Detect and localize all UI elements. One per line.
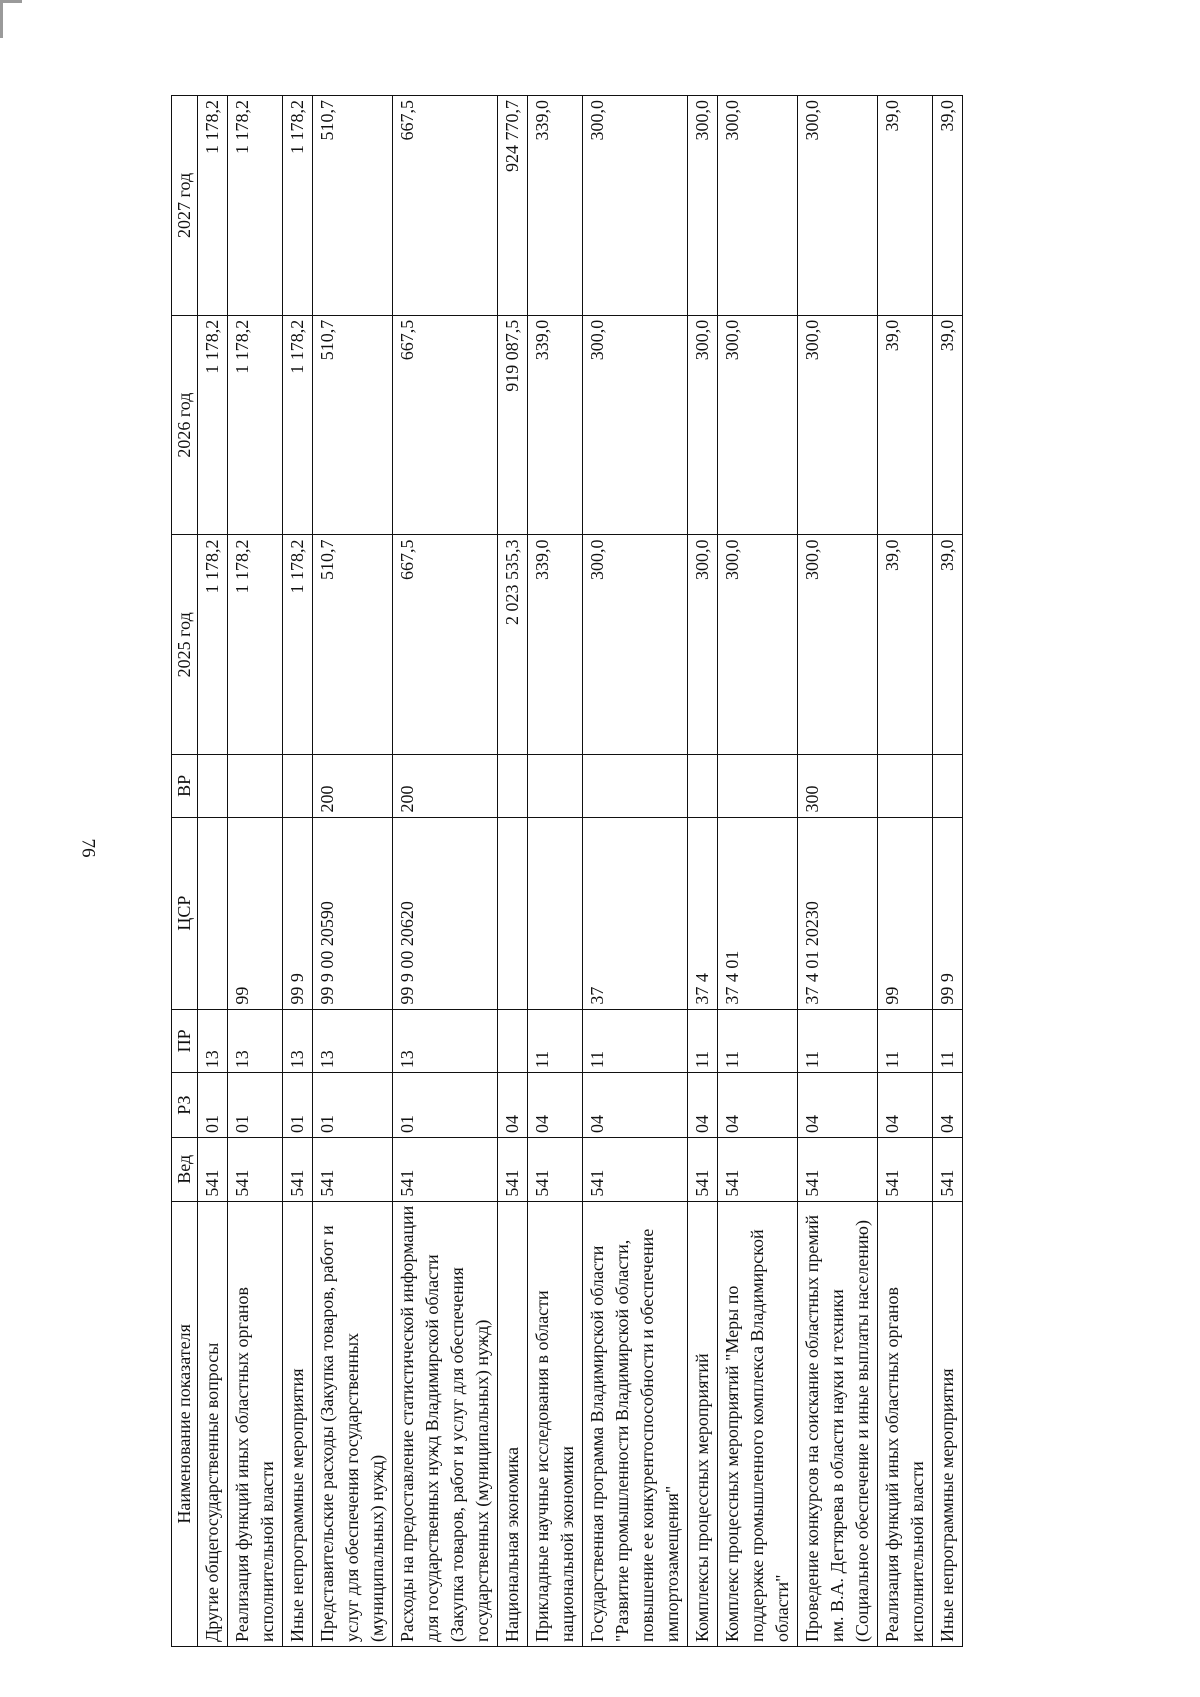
- cell-vr: [933, 755, 963, 817]
- header-vr: ВР: [172, 755, 198, 817]
- table-row: [933, 96, 963, 1647]
- cell-ved: 541: [283, 1138, 313, 1202]
- cell-2025: 2 023 535,3: [498, 535, 528, 755]
- cell-rz: 04: [878, 1073, 933, 1138]
- cell-pr: 13: [313, 1009, 393, 1073]
- cell-2027: 510,7: [313, 96, 393, 316]
- scan-corner-mark: [0, 0, 22, 3]
- cell-2026: 667,5: [393, 315, 498, 535]
- cell-rz: 01: [228, 1073, 283, 1138]
- cell-2026: 510,7: [313, 315, 393, 535]
- cell-2026: 1 178,2: [228, 315, 283, 535]
- cell-ved: 541: [313, 1138, 393, 1202]
- cell-ved: 541: [583, 1138, 688, 1202]
- cell-2026: 39,0: [878, 315, 933, 535]
- cell-pr: 11: [718, 1009, 798, 1073]
- table-row: [878, 96, 933, 1647]
- budget-table: [171, 95, 963, 1647]
- cell-csr: 99 9: [283, 817, 313, 1009]
- table-row: [283, 96, 313, 1647]
- table-row: [393, 96, 498, 1647]
- cell-csr: 37 4: [688, 817, 718, 1009]
- cell-pr: 13: [283, 1009, 313, 1073]
- cell-ved: 541: [498, 1138, 528, 1202]
- cell-rz: 04: [798, 1073, 878, 1138]
- cell-name: Другие общегосударственные вопросы: [198, 1201, 228, 1646]
- header-pr: ПР: [172, 1009, 198, 1073]
- cell-pr: 11: [528, 1009, 583, 1073]
- cell-ved: 541: [933, 1138, 963, 1202]
- cell-vr: 200: [313, 755, 393, 817]
- cell-pr: 13: [393, 1009, 498, 1073]
- cell-pr: 11: [878, 1009, 933, 1073]
- cell-2027: 1 178,2: [283, 96, 313, 316]
- table-row: [583, 96, 688, 1647]
- table-row: [198, 96, 228, 1647]
- cell-2026: 300,0: [688, 315, 718, 535]
- cell-vr: [878, 755, 933, 817]
- cell-ved: 541: [688, 1138, 718, 1202]
- cell-rz: 01: [283, 1073, 313, 1138]
- cell-2026: 39,0: [933, 315, 963, 535]
- cell-2026: 1 178,2: [283, 315, 313, 535]
- cell-2025: 510,7: [313, 535, 393, 755]
- cell-2025: 1 178,2: [198, 535, 228, 755]
- header-2027: 2027 год: [172, 96, 198, 316]
- cell-csr: [528, 817, 583, 1009]
- cell-2027: 1 178,2: [198, 96, 228, 316]
- cell-2025: 300,0: [798, 535, 878, 755]
- cell-2025: 300,0: [688, 535, 718, 755]
- cell-name: Прикладные научные исследования в области национальной экономики: [528, 1201, 583, 1646]
- cell-2025: 339,0: [528, 535, 583, 755]
- cell-2027: 924 770,7: [498, 96, 528, 316]
- table-header-row: [172, 96, 198, 1647]
- cell-2026: 339,0: [528, 315, 583, 535]
- cell-2025: 1 178,2: [228, 535, 283, 755]
- table-row: [228, 96, 283, 1647]
- header-ved: Вед: [172, 1138, 198, 1202]
- cell-ved: 541: [718, 1138, 798, 1202]
- cell-name: Реализация функций иных областных органов исполнительной власти: [228, 1201, 283, 1646]
- cell-ved: 541: [798, 1138, 878, 1202]
- cell-csr: 99: [228, 817, 283, 1009]
- cell-name: Проведение конкурсов на соискание областных премий им. В.А. Дегтярева в области науки и техники (Социальное обеспечение и иные выплаты населению): [798, 1201, 878, 1646]
- cell-2026: 300,0: [583, 315, 688, 535]
- cell-pr: 11: [583, 1009, 688, 1073]
- cell-2025: 667,5: [393, 535, 498, 755]
- cell-csr: 99 9 00 20590: [313, 817, 393, 1009]
- table-row: [313, 96, 393, 1647]
- cell-vr: 300: [798, 755, 878, 817]
- cell-name: Комплекс процессных мероприятий "Меры по поддержке промышленного комплекса Владимирской области": [718, 1201, 798, 1646]
- cell-vr: [688, 755, 718, 817]
- cell-2027: 39,0: [878, 96, 933, 316]
- cell-2025: 300,0: [718, 535, 798, 755]
- cell-2027: 300,0: [583, 96, 688, 316]
- cell-2026: 300,0: [798, 315, 878, 535]
- cell-2027: 667,5: [393, 96, 498, 316]
- cell-csr: 99 9 00 20620: [393, 817, 498, 1009]
- cell-2025: 1 178,2: [283, 535, 313, 755]
- header-rz: РЗ: [172, 1073, 198, 1138]
- header-2026: 2026 год: [172, 315, 198, 535]
- cell-pr: 13: [198, 1009, 228, 1073]
- cell-2027: 1 178,2: [228, 96, 283, 316]
- cell-rz: 01: [313, 1073, 393, 1138]
- cell-pr: [498, 1009, 528, 1073]
- cell-ved: 541: [228, 1138, 283, 1202]
- cell-name: Представительские расходы (Закупка товаров, работ и услуг для обеспечения государственных (муниципальных) нужд): [313, 1201, 393, 1646]
- header-2025: 2025 год: [172, 535, 198, 755]
- cell-ved: 541: [878, 1138, 933, 1202]
- cell-vr: [583, 755, 688, 817]
- table-row: [528, 96, 583, 1647]
- cell-vr: 200: [393, 755, 498, 817]
- cell-rz: 04: [933, 1073, 963, 1138]
- cell-vr: [498, 755, 528, 817]
- cell-name: Комплексы процессных мероприятий: [688, 1201, 718, 1646]
- cell-2026: 300,0: [718, 315, 798, 535]
- cell-2025: 39,0: [878, 535, 933, 755]
- header-name: Наименование показателя: [172, 1201, 198, 1646]
- cell-vr: [198, 755, 228, 817]
- cell-name: Национальная экономика: [498, 1201, 528, 1646]
- cell-name: Реализация функций иных областных органов исполнительной власти: [878, 1201, 933, 1646]
- cell-rz: 04: [528, 1073, 583, 1138]
- cell-csr: 37 4 01 20230: [798, 817, 878, 1009]
- cell-ved: 541: [393, 1138, 498, 1202]
- cell-rz: 04: [498, 1073, 528, 1138]
- cell-name: Иные непрограммные мероприятия: [283, 1201, 313, 1646]
- cell-name: Расходы на предоставление статистической информации для государственных нужд Владимирской области (Закупка товаров, работ и услуг для обеспечения государственных (муниципальных) нужд): [393, 1201, 498, 1646]
- table-row: [498, 96, 528, 1647]
- cell-csr: [198, 817, 228, 1009]
- cell-pr: 13: [228, 1009, 283, 1073]
- cell-vr: [528, 755, 583, 817]
- cell-2025: 300,0: [583, 535, 688, 755]
- budget-table-container: [171, 95, 1026, 1647]
- cell-csr: 99 9: [933, 817, 963, 1009]
- cell-csr: 37 4 01: [718, 817, 798, 1009]
- cell-pr: 11: [933, 1009, 963, 1073]
- cell-2025: 39,0: [933, 535, 963, 755]
- cell-pr: 11: [798, 1009, 878, 1073]
- scan-corner-mark: [0, 0, 3, 38]
- cell-name: Государственная программа Владимирской области "Развитие промышленности Владимирской области, повышение ее конкурентоспособности и обеспечение импортозамещения": [583, 1201, 688, 1646]
- cell-rz: 01: [198, 1073, 228, 1138]
- cell-name: Иные непрограммные мероприятия: [933, 1201, 963, 1646]
- page-number: 76: [77, 838, 99, 858]
- cell-ved: 541: [528, 1138, 583, 1202]
- cell-2027: 300,0: [688, 96, 718, 316]
- cell-rz: 04: [718, 1073, 798, 1138]
- table-row: [688, 96, 718, 1647]
- cell-2026: 919 087,5: [498, 315, 528, 535]
- cell-csr: [498, 817, 528, 1009]
- cell-2026: 1 178,2: [198, 315, 228, 535]
- cell-2027: 339,0: [528, 96, 583, 316]
- cell-rz: 01: [393, 1073, 498, 1138]
- cell-2027: 39,0: [933, 96, 963, 316]
- cell-rz: 04: [688, 1073, 718, 1138]
- header-csr: ЦСР: [172, 817, 198, 1009]
- cell-2027: 300,0: [798, 96, 878, 316]
- cell-csr: 37: [583, 817, 688, 1009]
- cell-ved: 541: [198, 1138, 228, 1202]
- table-row: [798, 96, 878, 1647]
- table-row: [718, 96, 798, 1647]
- cell-vr: [718, 755, 798, 817]
- cell-csr: 99: [878, 817, 933, 1009]
- cell-vr: [228, 755, 283, 817]
- cell-2027: 300,0: [718, 96, 798, 316]
- cell-vr: [283, 755, 313, 817]
- cell-rz: 04: [583, 1073, 688, 1138]
- cell-pr: 11: [688, 1009, 718, 1073]
